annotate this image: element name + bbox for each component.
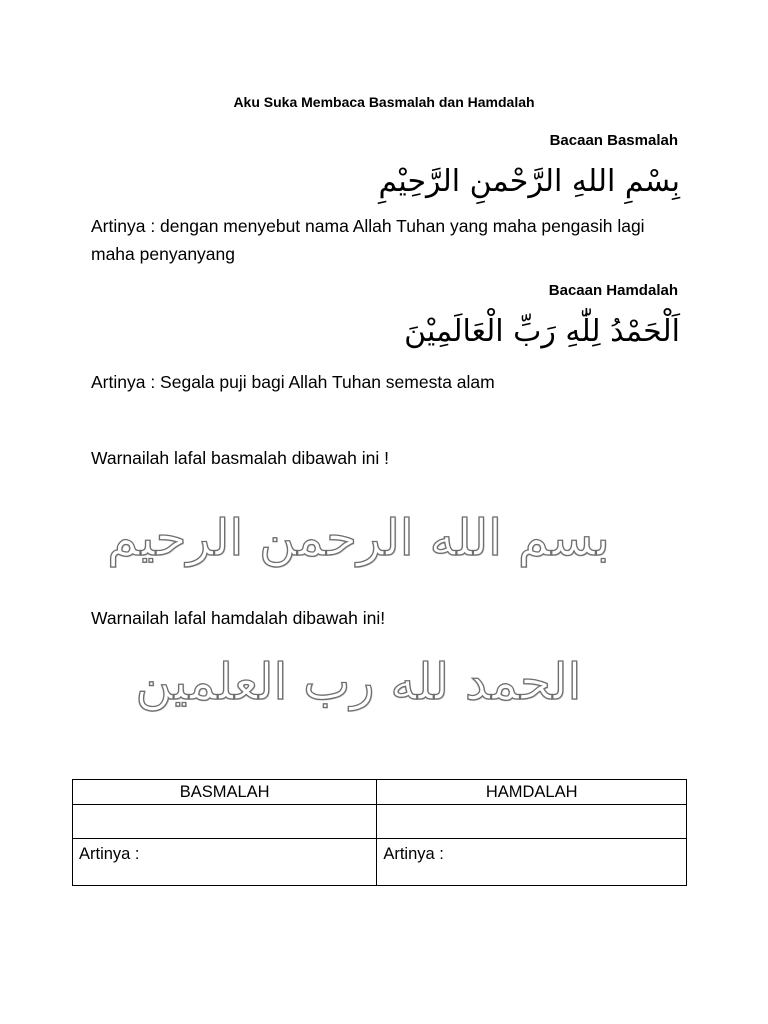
basmalah-answer-cell[interactable] [73, 805, 377, 839]
basmalah-meaning-cell[interactable]: Artinya : [73, 839, 377, 886]
hamdalah-coloring-art: الحمد لله رب العلمين [135, 653, 582, 711]
basmalah-column-header: BASMALAH [73, 780, 377, 805]
hamdalah-answer-cell[interactable] [377, 805, 687, 839]
table-meaning-row [73, 839, 687, 886]
basmalah-arabic-text: بِسْمِ اللهِ الرَّحْمنِ الرَّحِيْمِ [378, 164, 680, 199]
hamdalah-column-header: HAMDALAH [377, 780, 687, 805]
table-header-row [73, 780, 687, 805]
basmalah-coloring-art: بسم الله الرحمن الرحيم [107, 509, 610, 567]
hamdalah-meaning: Artinya : Segala puji bagi Allah Tuhan semesta alam [91, 372, 495, 392]
hamdalah-coloring-instruction: Warnailah lafal hamdalah dibawah ini! [91, 608, 386, 628]
basmalah-heading: Bacaan Basmalah [549, 132, 678, 149]
hamdalah-heading: Bacaan Hamdalah [548, 282, 678, 299]
basmalah-coloring-instruction: Warnailah lafal basmalah dibawah ini ! [91, 448, 389, 468]
hamdalah-meaning-cell[interactable]: Artinya : [377, 839, 687, 886]
table-blank-row [73, 805, 687, 839]
worksheet-title: Aku Suka Membaca Basmalah dan Hamdalah [233, 94, 535, 110]
answer-table [72, 779, 687, 886]
basmalah-meaning: Artinya : dengan menyebut nama Allah Tuhan yang maha pengasih lagi maha penyanyang [91, 216, 645, 264]
hamdalah-arabic-text: اَلْحَمْدُ لِلّٰهِ رَبِّ الْعَالَمِيْنَ [404, 314, 680, 349]
